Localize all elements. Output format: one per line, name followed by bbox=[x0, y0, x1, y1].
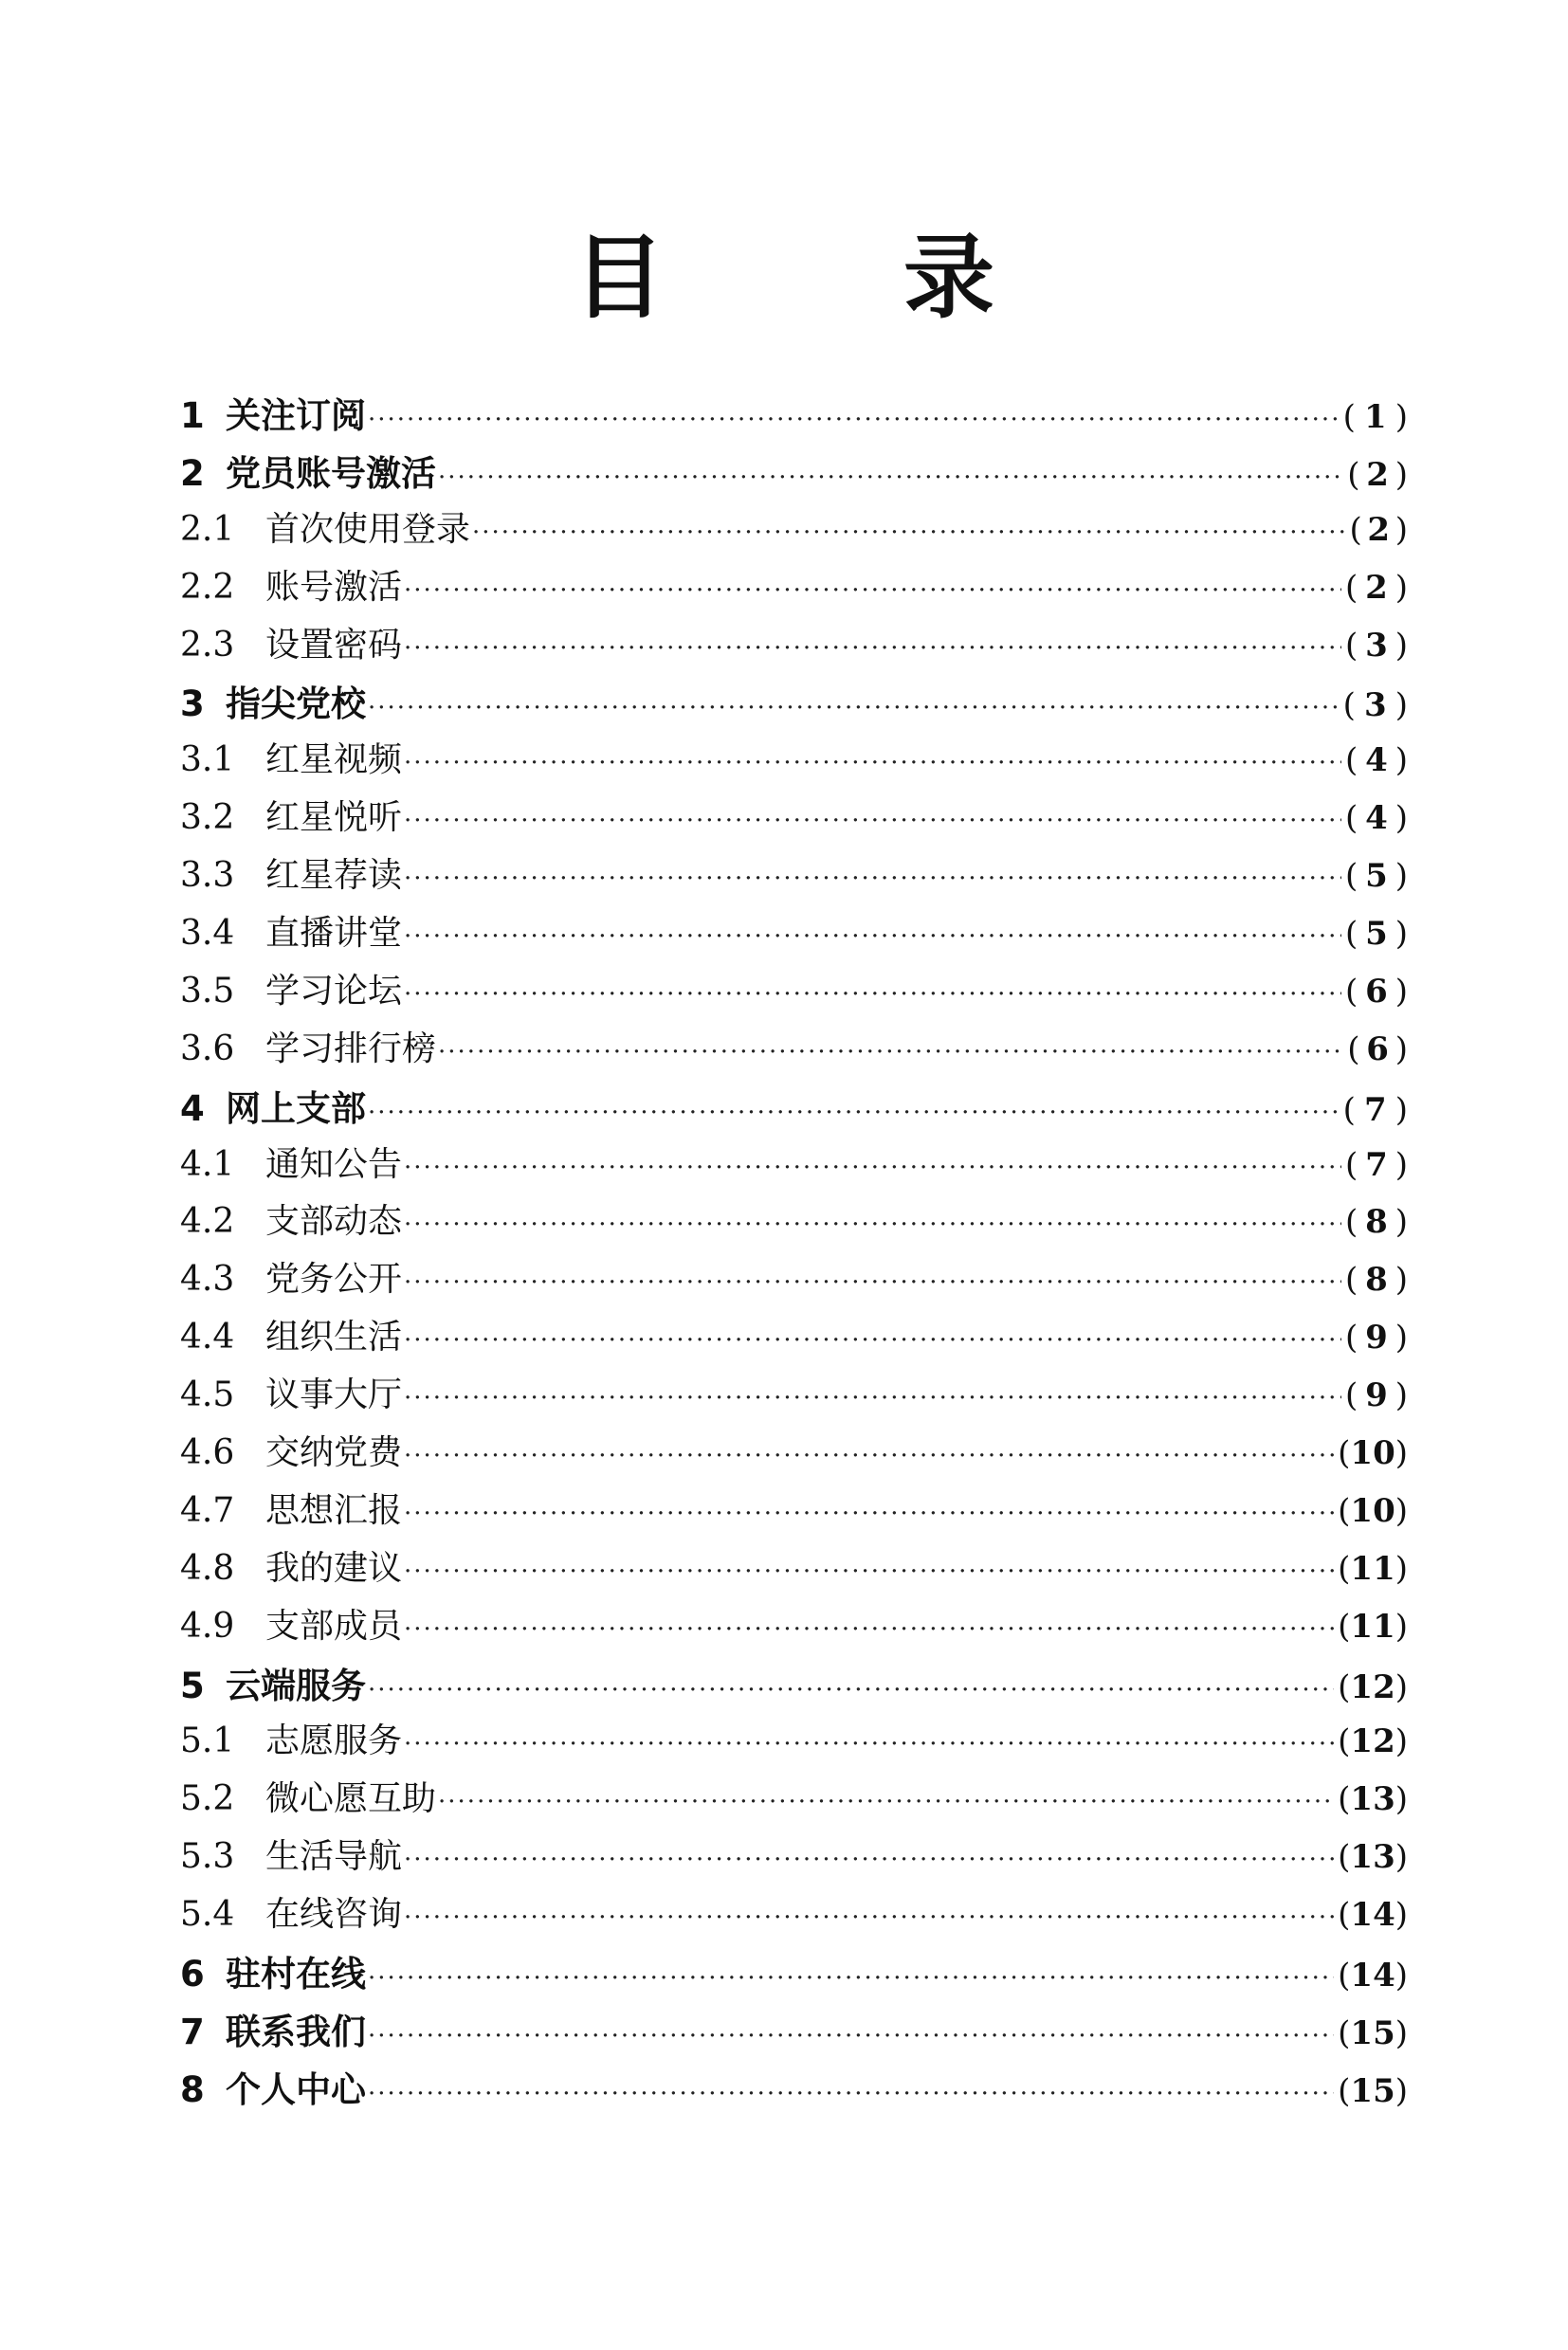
dot-leader bbox=[404, 749, 1341, 777]
toc-entry[interactable] bbox=[180, 791, 1408, 848]
dot-leader bbox=[368, 1099, 1340, 1127]
toc-entry[interactable] bbox=[180, 618, 1408, 676]
page-paren-open: ( bbox=[1345, 857, 1358, 896]
toc-entry-number: 3.5 bbox=[180, 971, 235, 1011]
toc-entry[interactable] bbox=[180, 1426, 1408, 1484]
toc-page-number bbox=[1345, 1376, 1408, 1414]
dot-leader bbox=[404, 1558, 1334, 1586]
page-paren-close: ) bbox=[1395, 857, 1408, 896]
toc-entry-title: 学习论坛 bbox=[265, 971, 403, 1011]
toc-entry-number: 7 bbox=[180, 2011, 205, 2052]
page-number-value: 5 bbox=[1365, 857, 1388, 896]
page-paren-open: ( bbox=[1345, 1203, 1358, 1242]
dot-leader bbox=[404, 1211, 1341, 1239]
toc-entry[interactable] bbox=[180, 906, 1408, 964]
dot-leader bbox=[404, 1730, 1334, 1758]
toc-page-number bbox=[1338, 1434, 1408, 1472]
page-number-value: 11 bbox=[1350, 1607, 1395, 1646]
table-of-contents bbox=[180, 387, 1408, 2119]
dot-leader bbox=[438, 1038, 1343, 1066]
page-paren-open: ( bbox=[1347, 1029, 1360, 1068]
dot-leader bbox=[404, 865, 1341, 893]
page-paren-close: ) bbox=[1395, 510, 1408, 549]
page-paren-open: ( bbox=[1345, 972, 1358, 1011]
page-number-value: 8 bbox=[1365, 1203, 1388, 1242]
page-number-value: 2 bbox=[1366, 455, 1389, 494]
dot-leader bbox=[404, 1326, 1341, 1355]
toc-entry-number: 5.3 bbox=[180, 1837, 235, 1877]
toc-page-number bbox=[1338, 1957, 1408, 1995]
page-paren-close: ) bbox=[1395, 626, 1408, 665]
page-paren-close: ) bbox=[1395, 1896, 1408, 1935]
toc-entry-number: 4.3 bbox=[180, 1260, 235, 1300]
toc-entry-number: 4 bbox=[180, 1087, 205, 1129]
toc-entry[interactable] bbox=[180, 1194, 1408, 1252]
toc-entry-title: 关注订阅 bbox=[226, 395, 366, 436]
toc-entry-title: 红星视频 bbox=[265, 740, 403, 780]
dot-leader bbox=[404, 1154, 1341, 1182]
toc-entry-number: 8 bbox=[180, 2068, 205, 2110]
page-paren-close: ) bbox=[1395, 1838, 1408, 1877]
toc-page-number bbox=[1338, 1668, 1408, 1706]
page-paren-open: ( bbox=[1349, 510, 1362, 549]
toc-entry-title: 组织生活 bbox=[265, 1318, 403, 1357]
page-number-value: 7 bbox=[1363, 1090, 1387, 1129]
page-number-value: 4 bbox=[1365, 741, 1388, 780]
toc-entry-title: 红星荐读 bbox=[265, 856, 403, 896]
page-paren-open: ( bbox=[1342, 1090, 1356, 1129]
toc-entry-title: 党务公开 bbox=[265, 1260, 403, 1300]
page-number-value: 6 bbox=[1365, 972, 1388, 1011]
toc-entry[interactable] bbox=[180, 1945, 1408, 2003]
toc-entry-title: 账号激活 bbox=[265, 567, 403, 607]
page-number-value: 12 bbox=[1350, 1722, 1395, 1761]
page-paren-open: ( bbox=[1338, 1780, 1351, 1819]
page-paren-close: ) bbox=[1395, 1549, 1408, 1588]
toc-entry-title: 直播讲堂 bbox=[265, 914, 403, 954]
toc-entry-number: 6 bbox=[180, 1954, 205, 1995]
toc-page-number bbox=[1345, 569, 1408, 607]
toc-page-number bbox=[1345, 1203, 1408, 1241]
toc-entry-number: 4.4 bbox=[180, 1318, 235, 1357]
page-paren-close: ) bbox=[1395, 1090, 1408, 1129]
page-number-value: 12 bbox=[1350, 1667, 1395, 1706]
toc-entry[interactable] bbox=[180, 1772, 1408, 1830]
page-paren-close: ) bbox=[1395, 455, 1408, 494]
toc-entry[interactable] bbox=[180, 387, 1408, 445]
toc-page-number bbox=[1347, 456, 1408, 494]
page-number-value: 6 bbox=[1366, 1029, 1389, 1068]
toc-entry-number: 2.3 bbox=[180, 625, 235, 665]
toc-entry-title: 设置密码 bbox=[265, 625, 403, 665]
page-paren-open: ( bbox=[1342, 686, 1356, 725]
toc-entry-number: 5.2 bbox=[180, 1779, 235, 1819]
toc-entry-number: 2.2 bbox=[180, 567, 235, 607]
page-paren-open: ( bbox=[1345, 626, 1358, 665]
page-paren-open: ( bbox=[1338, 1957, 1351, 1995]
dot-leader bbox=[368, 2080, 1334, 2108]
toc-entry-number: 5 bbox=[180, 1665, 205, 1706]
toc-page-number bbox=[1345, 1261, 1408, 1299]
toc-entry[interactable] bbox=[180, 502, 1408, 560]
page-paren-open: ( bbox=[1338, 1607, 1351, 1646]
page-paren-open: ( bbox=[1338, 1434, 1351, 1473]
toc-entry[interactable] bbox=[180, 1599, 1408, 1657]
dot-leader bbox=[404, 576, 1341, 605]
toc-entry-number: 5.1 bbox=[180, 1722, 235, 1761]
page-number-value: 15 bbox=[1350, 2071, 1395, 2110]
toc-entry[interactable] bbox=[180, 733, 1408, 791]
toc-page-number bbox=[1338, 1492, 1408, 1530]
toc-page-number bbox=[1338, 1608, 1408, 1646]
page-number-value: 2 bbox=[1365, 568, 1388, 607]
page-paren-open: ( bbox=[1338, 1722, 1351, 1761]
page-paren-close: ) bbox=[1395, 2071, 1408, 2110]
page-paren-open: ( bbox=[1345, 1319, 1358, 1357]
toc-entry-number: 3.6 bbox=[180, 1029, 235, 1068]
toc-entry-title: 红星悦听 bbox=[265, 798, 403, 838]
toc-entry[interactable] bbox=[180, 964, 1408, 1022]
toc-entry-number: 3.2 bbox=[180, 798, 235, 838]
toc-page-number bbox=[1343, 1091, 1408, 1129]
page-number-value: 2 bbox=[1367, 510, 1391, 549]
page-number-value: 14 bbox=[1350, 1896, 1395, 1935]
toc-page-number bbox=[1345, 799, 1408, 837]
page-paren-close: ) bbox=[1395, 1145, 1408, 1184]
toc-entry-title: 首次使用登录 bbox=[265, 509, 471, 549]
toc-page-number bbox=[1350, 511, 1408, 549]
page-paren-close: ) bbox=[1395, 1780, 1408, 1819]
dot-leader bbox=[368, 1964, 1334, 1993]
toc-entry-number: 3 bbox=[180, 683, 205, 725]
toc-entry[interactable] bbox=[180, 675, 1408, 733]
toc-entry-title: 议事大厅 bbox=[265, 1375, 403, 1415]
toc-entry-title: 学习排行榜 bbox=[265, 1029, 437, 1068]
toc-entry-title: 网上支部 bbox=[226, 1087, 366, 1129]
toc-entry-number: 4.9 bbox=[180, 1606, 235, 1646]
page-paren-close: ) bbox=[1395, 568, 1408, 607]
page-number-value: 15 bbox=[1350, 2013, 1395, 2052]
page-number-value: 10 bbox=[1350, 1491, 1395, 1530]
page-paren-open: ( bbox=[1338, 1491, 1351, 1530]
toc-page-number bbox=[1338, 1550, 1408, 1588]
toc-entry-number: 5.4 bbox=[180, 1895, 235, 1935]
page-paren-open: ( bbox=[1345, 1145, 1358, 1184]
toc-entry-title: 志愿服务 bbox=[265, 1722, 403, 1761]
toc-entry[interactable] bbox=[180, 1657, 1408, 1715]
toc-entry-number: 4.7 bbox=[180, 1490, 235, 1530]
dot-leader bbox=[472, 519, 1346, 547]
toc-entry-title: 交纳党费 bbox=[265, 1433, 403, 1473]
toc-page-number bbox=[1347, 1030, 1408, 1068]
toc-page-number bbox=[1343, 398, 1408, 436]
page-paren-close: ) bbox=[1395, 1376, 1408, 1415]
dot-leader bbox=[404, 1442, 1334, 1470]
toc-entry[interactable] bbox=[180, 1022, 1408, 1080]
toc-entry-title: 微心愿互助 bbox=[265, 1779, 437, 1819]
page-paren-open: ( bbox=[1347, 455, 1360, 494]
toc-entry-number: 3.1 bbox=[180, 740, 235, 780]
toc-entry[interactable] bbox=[180, 1138, 1408, 1195]
dot-leader bbox=[368, 1676, 1334, 1704]
page-paren-close: ) bbox=[1395, 1667, 1408, 1706]
page-number-value: 8 bbox=[1365, 1261, 1388, 1300]
dot-leader bbox=[438, 464, 1343, 492]
page-paren-close: ) bbox=[1395, 1203, 1408, 1242]
toc-entry-title: 指尖党校 bbox=[226, 683, 366, 725]
page-number-value: 4 bbox=[1365, 799, 1388, 838]
toc-entry[interactable] bbox=[180, 445, 1408, 502]
toc-entry[interactable] bbox=[180, 1252, 1408, 1310]
page-paren-open: ( bbox=[1345, 741, 1358, 780]
page-number-value: 14 bbox=[1350, 1957, 1395, 1995]
dot-leader bbox=[404, 1384, 1341, 1412]
toc-entry[interactable] bbox=[180, 1080, 1408, 1138]
page-paren-close: ) bbox=[1395, 2013, 1408, 2052]
toc-entry-title: 云端服务 bbox=[226, 1665, 366, 1706]
page-paren-open: ( bbox=[1345, 1376, 1358, 1415]
toc-page-number bbox=[1338, 1896, 1408, 1934]
toc-page-number bbox=[1345, 627, 1408, 665]
page-paren-open: ( bbox=[1338, 1549, 1351, 1588]
toc-entry[interactable] bbox=[180, 1714, 1408, 1772]
page-paren-open: ( bbox=[1338, 1667, 1351, 1706]
toc-entry-title: 在线咨询 bbox=[265, 1895, 403, 1935]
toc-entry-number: 4.1 bbox=[180, 1144, 235, 1184]
page-number-value: 3 bbox=[1363, 686, 1387, 725]
dot-leader bbox=[404, 1846, 1334, 1874]
toc-page-number bbox=[1338, 2072, 1408, 2110]
dot-leader bbox=[404, 980, 1341, 1009]
page-paren-open: ( bbox=[1338, 1896, 1351, 1935]
page-paren-open: ( bbox=[1338, 1838, 1351, 1877]
page-paren-close: ) bbox=[1395, 1261, 1408, 1300]
toc-entry[interactable] bbox=[180, 1541, 1408, 1599]
toc-entry-title: 思想汇报 bbox=[265, 1490, 403, 1530]
toc-entry[interactable] bbox=[180, 1830, 1408, 1887]
page-number-value: 3 bbox=[1365, 626, 1388, 665]
toc-entry[interactable] bbox=[180, 2003, 1408, 2061]
toc-entry[interactable] bbox=[180, 1484, 1408, 1541]
dot-leader bbox=[404, 807, 1341, 835]
toc-entry-title: 通知公告 bbox=[265, 1144, 403, 1184]
toc-entry-title: 支部动态 bbox=[265, 1202, 403, 1242]
page-paren-open: ( bbox=[1345, 799, 1358, 838]
toc-entry-title: 我的建议 bbox=[265, 1548, 403, 1588]
toc-page-number bbox=[1338, 1722, 1408, 1760]
page-paren-close: ) bbox=[1395, 799, 1408, 838]
page-paren-close: ) bbox=[1395, 686, 1408, 725]
toc-page-number bbox=[1338, 1838, 1408, 1876]
toc-page-number bbox=[1343, 686, 1408, 724]
toc-entry-number: 2.1 bbox=[180, 509, 235, 549]
toc-entry-title: 生活导航 bbox=[265, 1837, 403, 1877]
page-number-value: 10 bbox=[1350, 1434, 1395, 1473]
page-number-value: 1 bbox=[1363, 398, 1387, 436]
toc-page-number bbox=[1345, 973, 1408, 1011]
dot-leader bbox=[404, 1500, 1334, 1528]
dot-leader bbox=[368, 2022, 1334, 2050]
dot-leader bbox=[404, 634, 1341, 663]
page-paren-open: ( bbox=[1338, 2071, 1351, 2110]
toc-entry-title: 个人中心 bbox=[226, 2068, 366, 2110]
page-number-value: 11 bbox=[1350, 1549, 1395, 1588]
toc-page-number bbox=[1338, 1780, 1408, 1818]
page-paren-open: ( bbox=[1345, 568, 1358, 607]
toc-entry[interactable] bbox=[180, 848, 1408, 906]
toc-entry[interactable] bbox=[180, 1368, 1408, 1426]
page-paren-close: ) bbox=[1395, 972, 1408, 1011]
toc-page-number bbox=[1345, 1319, 1408, 1357]
toc-entry-number: 4.5 bbox=[180, 1375, 235, 1415]
page-paren-close: ) bbox=[1395, 1434, 1408, 1473]
toc-entry-title: 联系我们 bbox=[226, 2011, 366, 2052]
page-paren-close: ) bbox=[1395, 1607, 1408, 1646]
dot-leader bbox=[404, 1615, 1334, 1644]
page-number-value: 5 bbox=[1365, 915, 1388, 954]
toc-page-number bbox=[1345, 1146, 1408, 1184]
page-paren-open: ( bbox=[1345, 1261, 1358, 1300]
toc-page-number bbox=[1338, 2014, 1408, 2052]
page-number-value: 9 bbox=[1365, 1319, 1388, 1357]
page-paren-close: ) bbox=[1395, 1319, 1408, 1357]
page-paren-close: ) bbox=[1395, 741, 1408, 780]
page-paren-close: ) bbox=[1395, 1029, 1408, 1068]
page-paren-open: ( bbox=[1342, 398, 1356, 436]
dot-leader bbox=[368, 406, 1340, 434]
toc-entry-number: 1 bbox=[180, 395, 205, 436]
page-paren-open: ( bbox=[1345, 915, 1358, 954]
toc-entry-number: 4.2 bbox=[180, 1202, 235, 1242]
toc-entry-number: 3.4 bbox=[180, 914, 235, 954]
page-paren-open: ( bbox=[1338, 2013, 1351, 2052]
toc-entry-number: 4.8 bbox=[180, 1548, 235, 1588]
toc-entry-title: 驻村在线 bbox=[226, 1954, 366, 1995]
toc-entry[interactable] bbox=[180, 1887, 1408, 1945]
page-number-value: 9 bbox=[1365, 1376, 1388, 1415]
page-number-value: 13 bbox=[1350, 1838, 1395, 1877]
toc-entry-number: 3.3 bbox=[180, 856, 235, 896]
toc-page-number bbox=[1345, 915, 1408, 953]
dot-leader bbox=[404, 1904, 1334, 1932]
toc-entry[interactable] bbox=[180, 2061, 1408, 2119]
page-paren-close: ) bbox=[1395, 915, 1408, 954]
dot-leader bbox=[438, 1788, 1334, 1816]
page-paren-close: ) bbox=[1395, 398, 1408, 436]
dot-leader bbox=[368, 694, 1340, 722]
page-paren-close: ) bbox=[1395, 1491, 1408, 1530]
toc-page-number bbox=[1345, 857, 1408, 895]
toc-entry[interactable] bbox=[180, 560, 1408, 618]
dot-leader bbox=[404, 922, 1341, 951]
page-number-value: 7 bbox=[1365, 1145, 1388, 1184]
toc-entry-number: 4.6 bbox=[180, 1433, 235, 1473]
toc-entry[interactable] bbox=[180, 1310, 1408, 1368]
toc-entry-title: 支部成员 bbox=[265, 1606, 403, 1646]
page-number-value: 13 bbox=[1350, 1780, 1395, 1819]
page-paren-close: ) bbox=[1395, 1957, 1408, 1995]
toc-entry-title: 党员账号激活 bbox=[226, 452, 436, 494]
page-title: 目 录 bbox=[574, 225, 1068, 331]
page-paren-close: ) bbox=[1395, 1722, 1408, 1761]
toc-entry-number: 2 bbox=[180, 452, 205, 494]
dot-leader bbox=[404, 1268, 1341, 1297]
toc-page-number bbox=[1345, 741, 1408, 779]
